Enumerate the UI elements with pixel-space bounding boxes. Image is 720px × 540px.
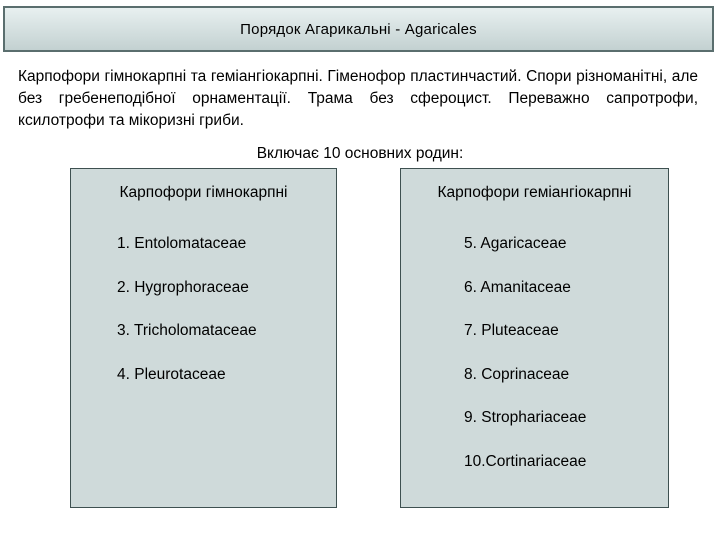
list-item: 2. Hygrophoraceae (117, 279, 249, 296)
hemiangiocarpous-header: Карпофори геміангіокарпні (437, 184, 632, 201)
list-item: 3. Tricholomataceae (117, 322, 257, 339)
list-item: 4. Pleurotaceae (117, 366, 226, 383)
list-item: 6. Amanitaceae (464, 279, 571, 296)
hemiangiocarpous-box (400, 168, 669, 508)
list-item: 8. Coprinaceae (464, 366, 570, 383)
order-description: Карпофори гімнокарпні та геміангіокарпні. Гіменофор пластинчастий. Спори різноманітні, але без гребенеподібної орнаментації. Трама без сфероцист. Переважно сапротрофи, ксилотрофи та мікоризні гриби. (18, 68, 698, 129)
gymnocarpous-header: Карпофори гімнокарпні (119, 184, 288, 201)
list-item: 7. Pluteaceae (464, 322, 559, 339)
list-item: 10.Cortinariaceae (464, 453, 587, 470)
list-item: 9. Strophariaceae (464, 409, 587, 426)
families-heading: Включає 10 основних родин: (256, 145, 464, 162)
title-banner (3, 6, 714, 52)
gymnocarpous-box (70, 168, 337, 508)
list-item: 1. Entolomataceae (117, 235, 247, 252)
list-item: 5. Agaricaceae (464, 235, 567, 252)
page-title: Порядок Агарикальні - Agaricales (240, 20, 477, 38)
